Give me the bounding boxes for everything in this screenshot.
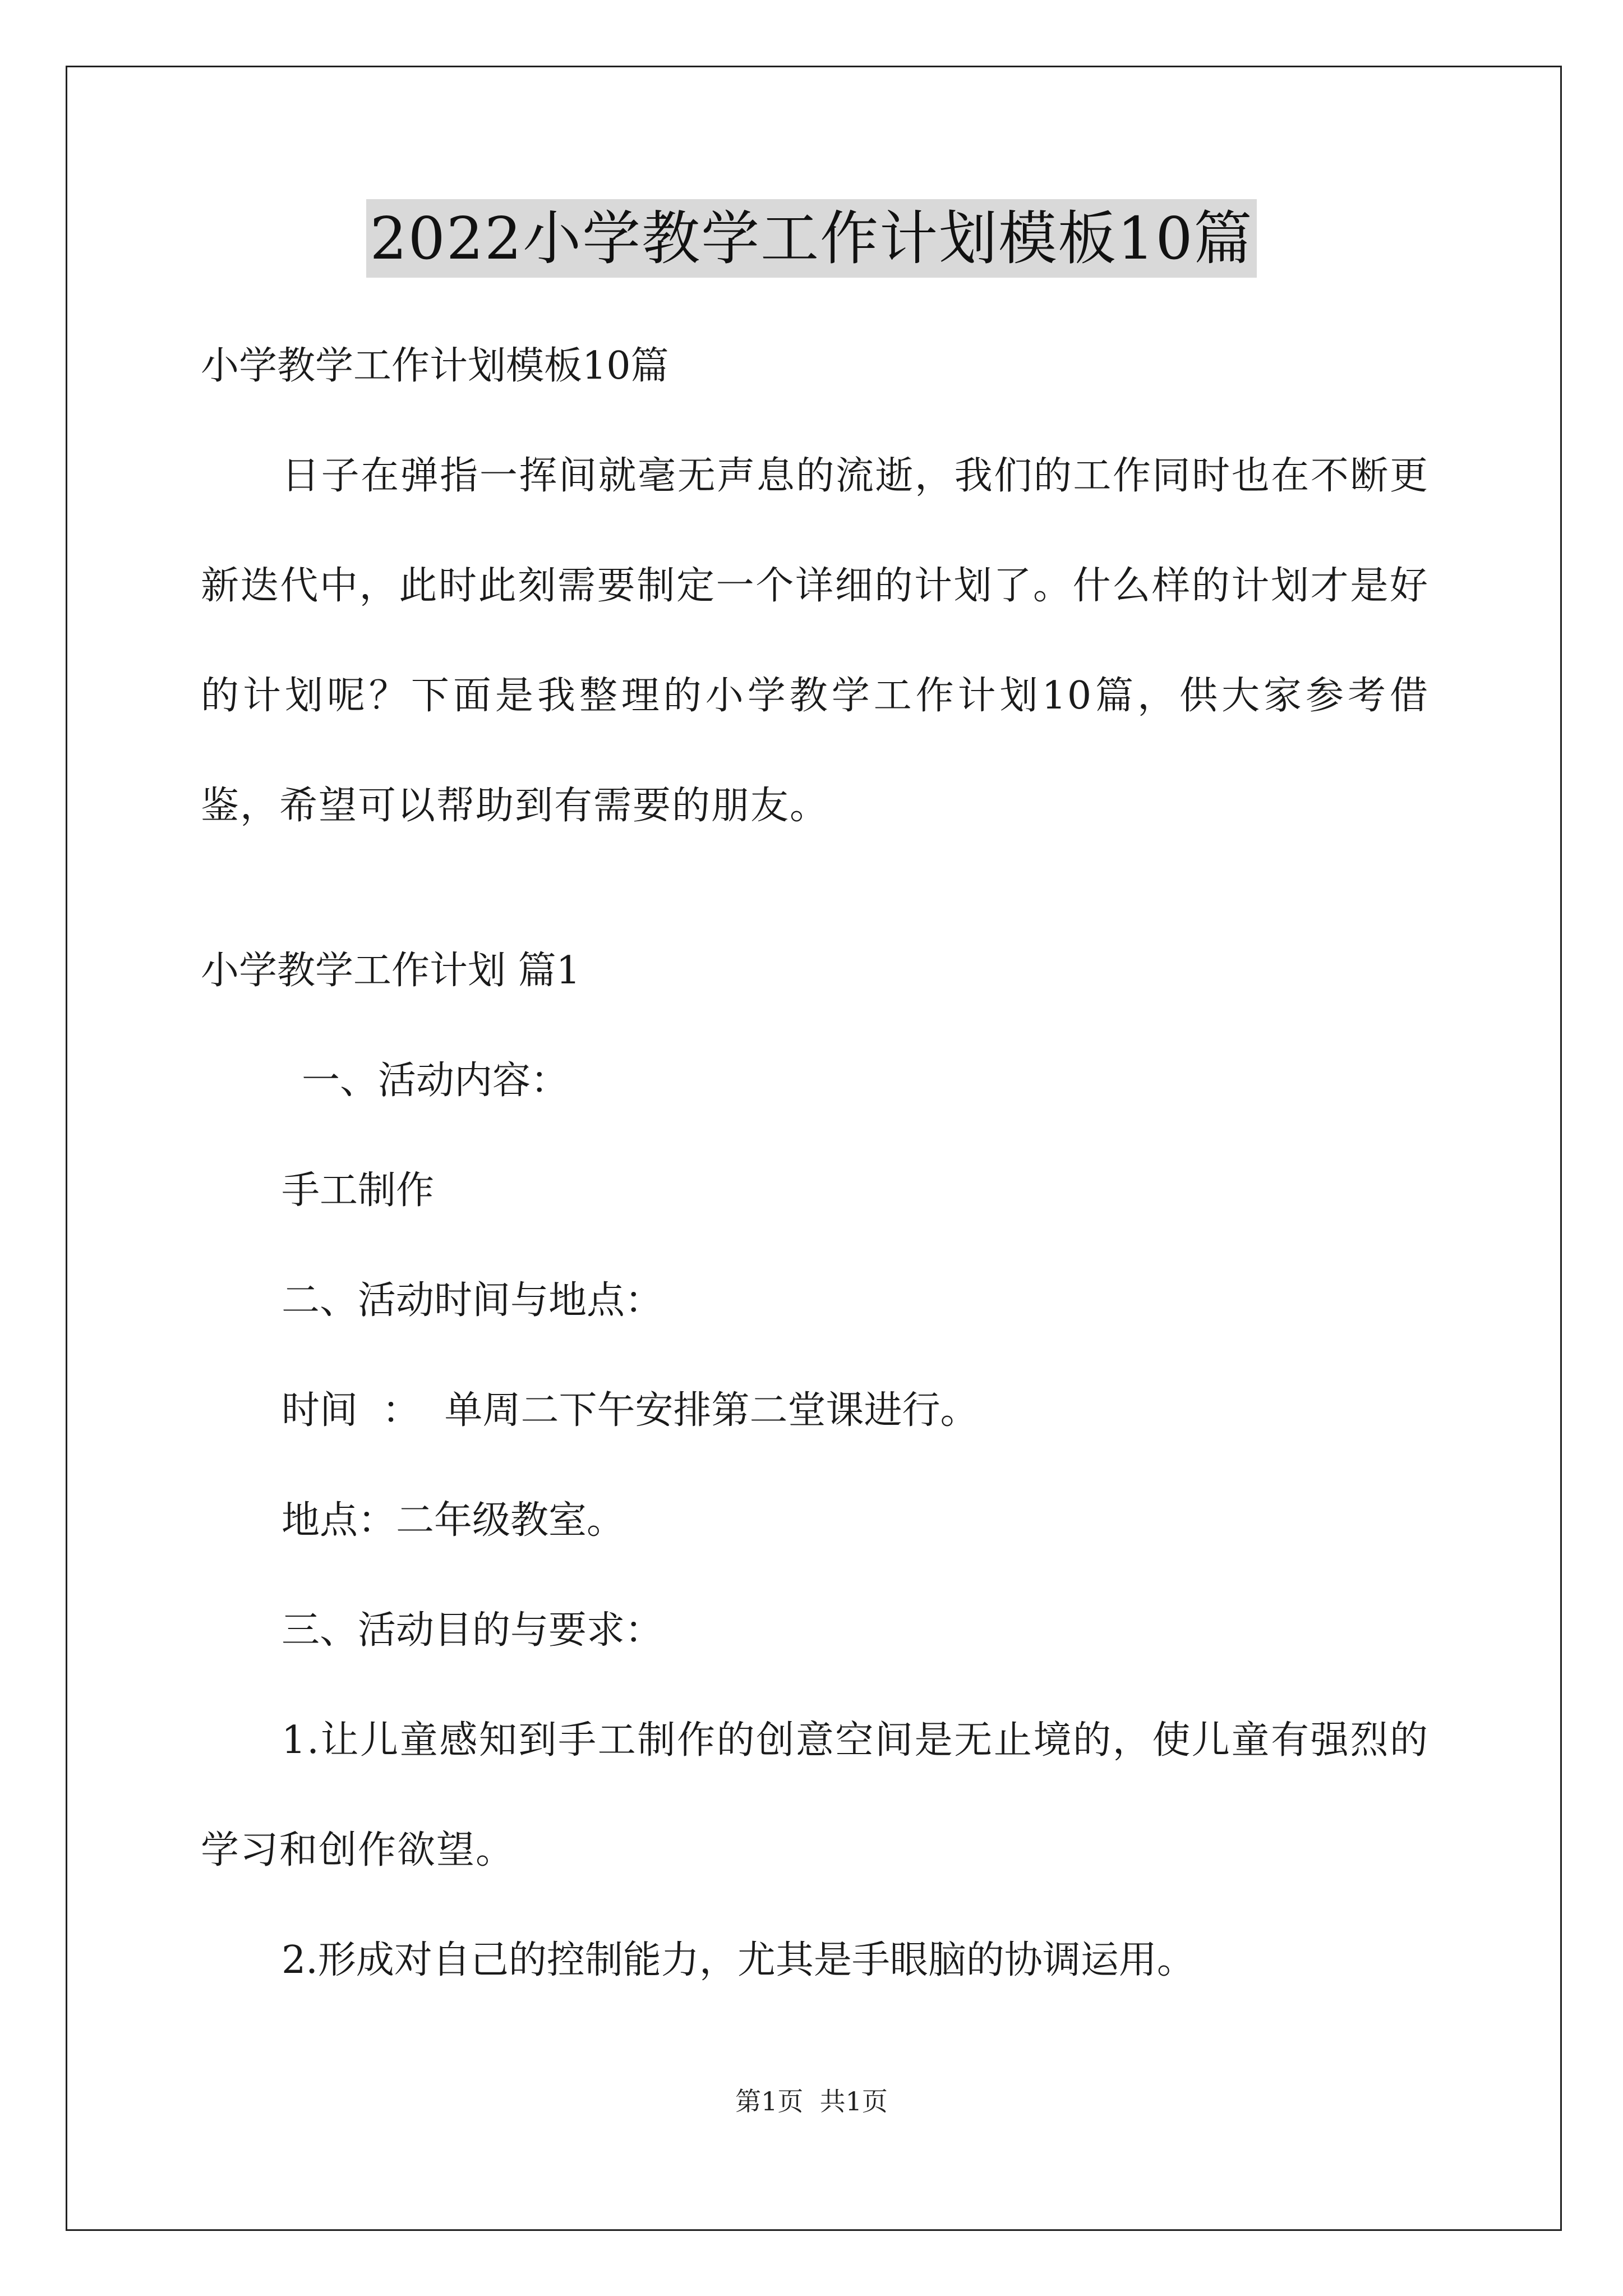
activity-place: 地点：二年级教室。 [282,1498,625,1543]
intro-paragraph: 日子在弹指一挥间就毫无声息的流逝，我们的工作同时也在不断更新迭代中，此时此刻需要制定一个详细的计划了。什么样的计划才是好的计划呢？下面是我整理的小学教学工作计划10篇，供大家参考借鉴，希望可以帮助到有需要的朋友。 [201,454,1429,828]
page-number: 第1页 共1页 [735,2086,888,2116]
spacer [201,861,1429,916]
activity-content-heading: 一、活动内容： [302,1059,569,1103]
goals-heading: 三、活动目的与要求： [282,1608,663,1653]
document-title: 2022小学教学工作计划模板10篇 [366,199,1256,278]
page-footer [0,2081,1623,2118]
document-body [201,311,1429,2016]
goal-item-1: 1.让儿童感知到手工制作的创意空间是无止境的，使儿童有强烈的学习和创作欲望。 [201,1718,1429,1872]
time-place-heading: 二、活动时间与地点： [282,1278,663,1323]
activity-time: 时间 ： 单周二下午安排第二堂课进行。 [282,1388,979,1433]
goal-item-2: 2.形成对自己的控制能力，尤其是手眼脑的协调运用。 [282,1938,1195,1982]
title-container [0,199,1623,278]
section-heading: 小学教学工作计划 篇1 [201,949,580,993]
document-subtitle: 小学教学工作计划模板10篇 [201,344,669,388]
activity-content: 手工制作 [282,1168,435,1213]
